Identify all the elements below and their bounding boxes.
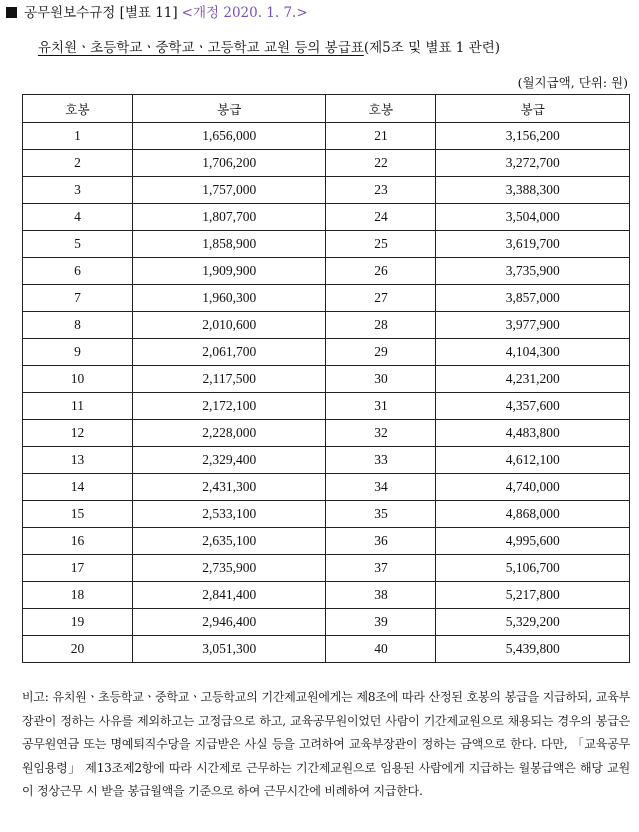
grade-cell: 11 [23,393,133,420]
regulation-name: 공무원보수규정 [별표 11] [24,5,178,21]
title-reference: (제5조 및 별표 1 관련) [363,40,501,56]
grade-cell: 25 [326,231,436,258]
grade-cell: 31 [326,393,436,420]
grade-cell: 15 [23,501,133,528]
table-row [23,420,630,447]
pay-cell: 4,740,000 [436,474,630,501]
grade-cell: 32 [326,420,436,447]
grade-cell: 2 [23,150,133,177]
grade-cell: 6 [23,258,133,285]
grade-cell: 34 [326,474,436,501]
pay-cell: 3,388,300 [436,177,630,204]
table-row [23,366,630,393]
table-row [23,447,630,474]
grade-cell: 17 [23,555,133,582]
grade-cell: 18 [23,582,133,609]
grade-cell: 39 [326,609,436,636]
pay-cell: 2,010,600 [132,312,326,339]
grade-cell: 23 [326,177,436,204]
grade-cell: 21 [326,123,436,150]
pay-cell: 4,104,300 [436,339,630,366]
salary-table [22,94,630,663]
pay-cell: 3,857,000 [436,285,630,312]
table-row [23,528,630,555]
grade-cell: 8 [23,312,133,339]
pay-cell: 1,706,200 [132,150,326,177]
pay-cell: 1,656,000 [132,123,326,150]
pay-cell: 3,619,700 [436,231,630,258]
title-main: 유치원ㆍ초등학교ㆍ중학교ㆍ고등학교 교원 등의 봉급표 [38,40,364,56]
table-row [23,150,630,177]
pay-cell: 4,612,100 [436,447,630,474]
table-row [23,285,630,312]
table-title [38,38,500,58]
pay-cell: 1,757,000 [132,177,326,204]
unit-note: (월지급액, 단위: 원) [517,75,628,90]
table-row [23,609,630,636]
pay-cell: 4,231,200 [436,366,630,393]
grade-cell: 9 [23,339,133,366]
pay-cell: 3,156,200 [436,123,630,150]
pay-cell: 1,858,900 [132,231,326,258]
pay-cell: 3,051,300 [132,636,326,663]
grade-cell: 33 [326,447,436,474]
table-row [23,204,630,231]
pay-cell: 2,946,400 [132,609,326,636]
table-row [23,555,630,582]
pay-cell: 2,841,400 [132,582,326,609]
grade-cell: 27 [326,285,436,312]
pay-cell: 2,329,400 [132,447,326,474]
pay-cell: 3,504,000 [436,204,630,231]
table-row [23,636,630,663]
grade-cell: 13 [23,447,133,474]
header-pay-2: 봉급 [436,95,630,123]
table-row [23,501,630,528]
grade-cell: 26 [326,258,436,285]
grade-cell: 35 [326,501,436,528]
pay-cell: 2,635,100 [132,528,326,555]
table-row [23,393,630,420]
table-row [23,177,630,204]
pay-cell: 1,960,300 [132,285,326,312]
header-pay-1: 봉급 [132,95,326,123]
table-row [23,339,630,366]
grade-cell: 29 [326,339,436,366]
grade-cell: 40 [326,636,436,663]
grade-cell: 30 [326,366,436,393]
pay-cell: 4,483,800 [436,420,630,447]
table-row [23,312,630,339]
pay-cell: 2,431,300 [132,474,326,501]
pay-cell: 5,106,700 [436,555,630,582]
pay-cell: 3,977,900 [436,312,630,339]
pay-cell: 2,117,500 [132,366,326,393]
grade-cell: 14 [23,474,133,501]
grade-cell: 36 [326,528,436,555]
pay-cell: 3,272,700 [436,150,630,177]
grade-cell: 37 [326,555,436,582]
grade-cell: 5 [23,231,133,258]
grade-cell: 28 [326,312,436,339]
grade-cell: 22 [326,150,436,177]
grade-cell: 4 [23,204,133,231]
grade-cell: 1 [23,123,133,150]
pay-cell: 3,735,900 [436,258,630,285]
table-row [23,123,630,150]
grade-cell: 19 [23,609,133,636]
grade-cell: 12 [23,420,133,447]
pay-cell: 4,868,000 [436,501,630,528]
salary-table-body [23,123,630,663]
table-header-row [23,95,630,123]
pay-cell: 2,228,000 [132,420,326,447]
pay-cell: 4,995,600 [436,528,630,555]
grade-cell: 3 [23,177,133,204]
table-row [23,582,630,609]
header-grade-1: 호봉 [23,95,133,123]
table-row [23,258,630,285]
header-grade-2: 호봉 [326,95,436,123]
pay-cell: 4,357,600 [436,393,630,420]
pay-cell: 1,807,700 [132,204,326,231]
black-square-icon [6,7,17,18]
table-row [23,231,630,258]
pay-cell: 2,061,700 [132,339,326,366]
remarks-note: 비고: 유치원ㆍ초등학교ㆍ중학교ㆍ고등학교의 기간제교원에게는 제8조에 따라 산정된 호봉의 봉급을 지급하되, 교육부장관이 정하는 사유를 제외하고는 고정급으로 하고, 교육공무원이었던 사람이 기간제교원으로 채용되는 경우의 봉급은 공무원연금 또는 명예퇴직수당을 지급받은 사실 등을 고려하여 교육부장관이 정하는 금액으로 한다. 다만, 「교육공무원임용령」 제13조제2항에 따라 시간제로 근무하는 기간제교원으로 임용된 사람에게 지급하는 월봉급액은 해당 교원이 정상근무 시 받을 봉급월액을 기준으로 하여 근무시간에 비례하여 지급한다. [22,690,630,798]
document-header [6,4,308,22]
table-row [23,474,630,501]
grade-cell: 38 [326,582,436,609]
pay-cell: 2,533,100 [132,501,326,528]
grade-cell: 16 [23,528,133,555]
pay-cell: 2,735,900 [132,555,326,582]
grade-cell: 10 [23,366,133,393]
grade-cell: 24 [326,204,436,231]
pay-cell: 1,909,900 [132,258,326,285]
pay-cell: 5,329,200 [436,609,630,636]
grade-cell: 7 [23,285,133,312]
amendment-date: <개정 2020. 1. 7.> [181,5,308,21]
pay-cell: 5,439,800 [436,636,630,663]
pay-cell: 5,217,800 [436,582,630,609]
pay-cell: 2,172,100 [132,393,326,420]
grade-cell: 20 [23,636,133,663]
